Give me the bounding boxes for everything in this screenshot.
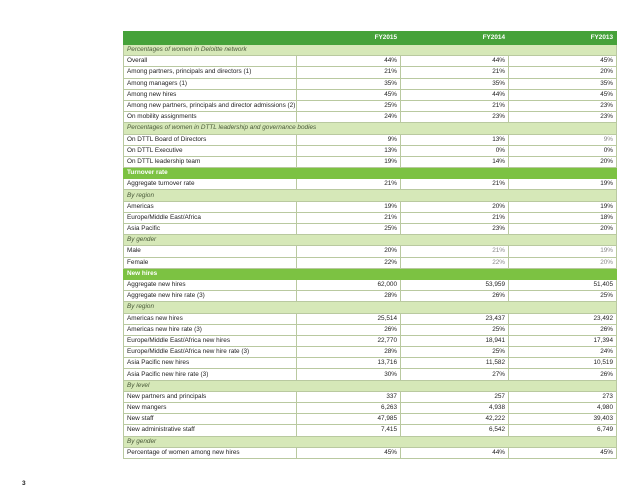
row-label: Asia Pacific new hires <box>124 358 297 369</box>
row-label: Among new hires <box>124 89 297 100</box>
row-value: 20% <box>509 67 617 78</box>
row-value: 39,403 <box>509 414 617 425</box>
row-label: Aggregate new hires <box>124 279 297 290</box>
row-label: Americas new hires <box>124 313 297 324</box>
row-value: 45% <box>297 89 401 100</box>
row-label: Among managers (1) <box>124 78 297 89</box>
row-value: 44% <box>297 56 401 67</box>
row-value: 9% <box>297 134 401 145</box>
row-value: 23,492 <box>509 313 617 324</box>
row-value: 21% <box>401 212 509 223</box>
subheader-label: By level <box>124 380 617 391</box>
row-value: 25% <box>401 324 509 335</box>
row-label: New mangers <box>124 403 297 414</box>
row-value: 24% <box>297 112 401 123</box>
table-row <box>124 257 617 268</box>
row-value: 18,941 <box>401 335 509 346</box>
row-value: 25,514 <box>297 313 401 324</box>
row-value: 23% <box>509 112 617 123</box>
row-value: 18% <box>509 212 617 223</box>
subheader-label: By gender <box>124 235 617 246</box>
row-value: 26% <box>509 324 617 335</box>
row-value: 19% <box>297 156 401 167</box>
row-value: 0% <box>401 145 509 156</box>
row-value: 24% <box>509 347 617 358</box>
row-value: 25% <box>297 224 401 235</box>
row-value: 20% <box>297 246 401 257</box>
subheader-label: By gender <box>124 436 617 447</box>
row-value: 10,519 <box>509 358 617 369</box>
row-label: Percentage of women among new hires <box>124 447 297 458</box>
row-value: 42,222 <box>401 414 509 425</box>
header-row <box>124 32 617 45</box>
row-value: 35% <box>401 78 509 89</box>
table-row <box>124 414 617 425</box>
table-body <box>124 32 617 459</box>
subheader-row <box>124 436 617 447</box>
row-value: 26% <box>509 369 617 380</box>
row-value: 20% <box>401 201 509 212</box>
table-row <box>124 335 617 346</box>
table-row <box>124 246 617 257</box>
table-row <box>124 324 617 335</box>
subheader-row <box>124 123 617 134</box>
row-label: Aggregate turnover rate <box>124 179 297 190</box>
row-value: 14% <box>401 156 509 167</box>
row-value: 51,405 <box>509 279 617 290</box>
table-row <box>124 100 617 111</box>
row-value: 13% <box>297 145 401 156</box>
table-row <box>124 347 617 358</box>
section-header-row <box>124 268 617 279</box>
row-value: 22,770 <box>297 335 401 346</box>
row-value: 47,985 <box>297 414 401 425</box>
row-value: 21% <box>297 179 401 190</box>
row-label: Among partners, principals and directors (1) <box>124 67 297 78</box>
section-title: New hires <box>124 268 617 279</box>
subheader-row <box>124 190 617 201</box>
row-value: 35% <box>509 78 617 89</box>
row-value: 23% <box>401 224 509 235</box>
row-value: 44% <box>401 447 509 458</box>
row-value: 19% <box>509 179 617 190</box>
row-value: 62,000 <box>297 279 401 290</box>
row-value: 28% <box>297 347 401 358</box>
row-label: Americas new hire rate (3) <box>124 324 297 335</box>
row-value: 45% <box>509 56 617 67</box>
row-value: 21% <box>401 246 509 257</box>
row-value: 6,749 <box>509 425 617 436</box>
row-value: 22% <box>297 257 401 268</box>
row-value: 337 <box>297 391 401 402</box>
row-value: 9% <box>509 134 617 145</box>
row-value: 21% <box>297 212 401 223</box>
row-value: 7,415 <box>297 425 401 436</box>
table-row <box>124 425 617 436</box>
table-row <box>124 78 617 89</box>
row-value: 45% <box>509 447 617 458</box>
row-value: 22% <box>401 257 509 268</box>
row-value: 19% <box>509 246 617 257</box>
table-row <box>124 212 617 223</box>
table-row <box>124 279 617 290</box>
header-cell-label <box>124 32 297 45</box>
row-value: 45% <box>509 89 617 100</box>
subheader-label: Percentages of women in Deloitte network <box>124 45 617 56</box>
row-value: 25% <box>401 347 509 358</box>
table-row <box>124 89 617 100</box>
row-value: 35% <box>297 78 401 89</box>
row-value: 4,938 <box>401 403 509 414</box>
row-label: New partners and principals <box>124 391 297 402</box>
section-title: Turnover rate <box>124 168 617 179</box>
section-header-row <box>124 168 617 179</box>
subheader-row <box>124 302 617 313</box>
table-row <box>124 403 617 414</box>
table-row <box>124 358 617 369</box>
row-label: Overall <box>124 56 297 67</box>
row-value: 45% <box>297 447 401 458</box>
row-value: 6,263 <box>297 403 401 414</box>
header-cell-fy2013: FY2013 <box>509 32 617 45</box>
header-cell-fy2015: FY2015 <box>297 32 401 45</box>
table-row <box>124 179 617 190</box>
subheader-label: Percentages of women in DTTL leadership and governance bodies <box>124 123 617 134</box>
row-label: New staff <box>124 414 297 425</box>
row-value: 28% <box>297 291 401 302</box>
row-value: 25% <box>509 291 617 302</box>
table-row <box>124 447 617 458</box>
row-label: Americas <box>124 201 297 212</box>
row-value: 19% <box>509 201 617 212</box>
row-label: On mobility assignments <box>124 112 297 123</box>
row-value: 257 <box>401 391 509 402</box>
row-label: Male <box>124 246 297 257</box>
row-value: 44% <box>401 89 509 100</box>
row-value: 13% <box>401 134 509 145</box>
table-row <box>124 291 617 302</box>
row-value: 273 <box>509 391 617 402</box>
table-row <box>124 201 617 212</box>
row-value: 23% <box>509 100 617 111</box>
header-cell-fy2014: FY2014 <box>401 32 509 45</box>
row-value: 20% <box>509 224 617 235</box>
subheader-row <box>124 45 617 56</box>
row-value: 30% <box>297 369 401 380</box>
row-label: Aggregate new hire rate (3) <box>124 291 297 302</box>
row-value: 0% <box>509 145 617 156</box>
row-value: 21% <box>401 179 509 190</box>
table-row <box>124 313 617 324</box>
subheader-label: By region <box>124 190 617 201</box>
row-value: 13,716 <box>297 358 401 369</box>
page-number: 3 <box>22 480 26 487</box>
table-row <box>124 112 617 123</box>
row-label: Asia Pacific new hire rate (3) <box>124 369 297 380</box>
subheader-row <box>124 235 617 246</box>
table-row <box>124 369 617 380</box>
row-label: Europe/Middle East/Africa new hire rate (3) <box>124 347 297 358</box>
row-value: 6,542 <box>401 425 509 436</box>
table-row <box>124 391 617 402</box>
subheader-label: By region <box>124 302 617 313</box>
row-value: 44% <box>401 56 509 67</box>
row-value: 23,437 <box>401 313 509 324</box>
table-row <box>124 156 617 167</box>
row-label: Female <box>124 257 297 268</box>
row-label: Europe/Middle East/Africa new hires <box>124 335 297 346</box>
row-value: 11,582 <box>401 358 509 369</box>
row-value: 17,394 <box>509 335 617 346</box>
table-row <box>124 134 617 145</box>
row-value: 4,980 <box>509 403 617 414</box>
row-label: On DTTL Board of Directors <box>124 134 297 145</box>
table-row <box>124 56 617 67</box>
table-row <box>124 145 617 156</box>
row-value: 20% <box>509 257 617 268</box>
row-value: 21% <box>297 67 401 78</box>
row-label: New administrative staff <box>124 425 297 436</box>
row-value: 23% <box>401 112 509 123</box>
row-label: On DTTL Executive <box>124 145 297 156</box>
row-value: 26% <box>401 291 509 302</box>
row-value: 21% <box>401 67 509 78</box>
row-label: Europe/Middle East/Africa <box>124 212 297 223</box>
row-value: 26% <box>297 324 401 335</box>
table-row <box>124 224 617 235</box>
row-label: On DTTL leadership team <box>124 156 297 167</box>
row-value: 21% <box>401 100 509 111</box>
row-value: 27% <box>401 369 509 380</box>
row-value: 19% <box>297 201 401 212</box>
row-label: Asia Pacific <box>124 224 297 235</box>
row-value: 53,959 <box>401 279 509 290</box>
row-label: Among new partners, principals and director admissions (2) <box>124 100 297 111</box>
row-value: 25% <box>297 100 401 111</box>
subheader-row <box>124 380 617 391</box>
data-table <box>123 31 617 459</box>
table-row <box>124 67 617 78</box>
row-value: 20% <box>509 156 617 167</box>
